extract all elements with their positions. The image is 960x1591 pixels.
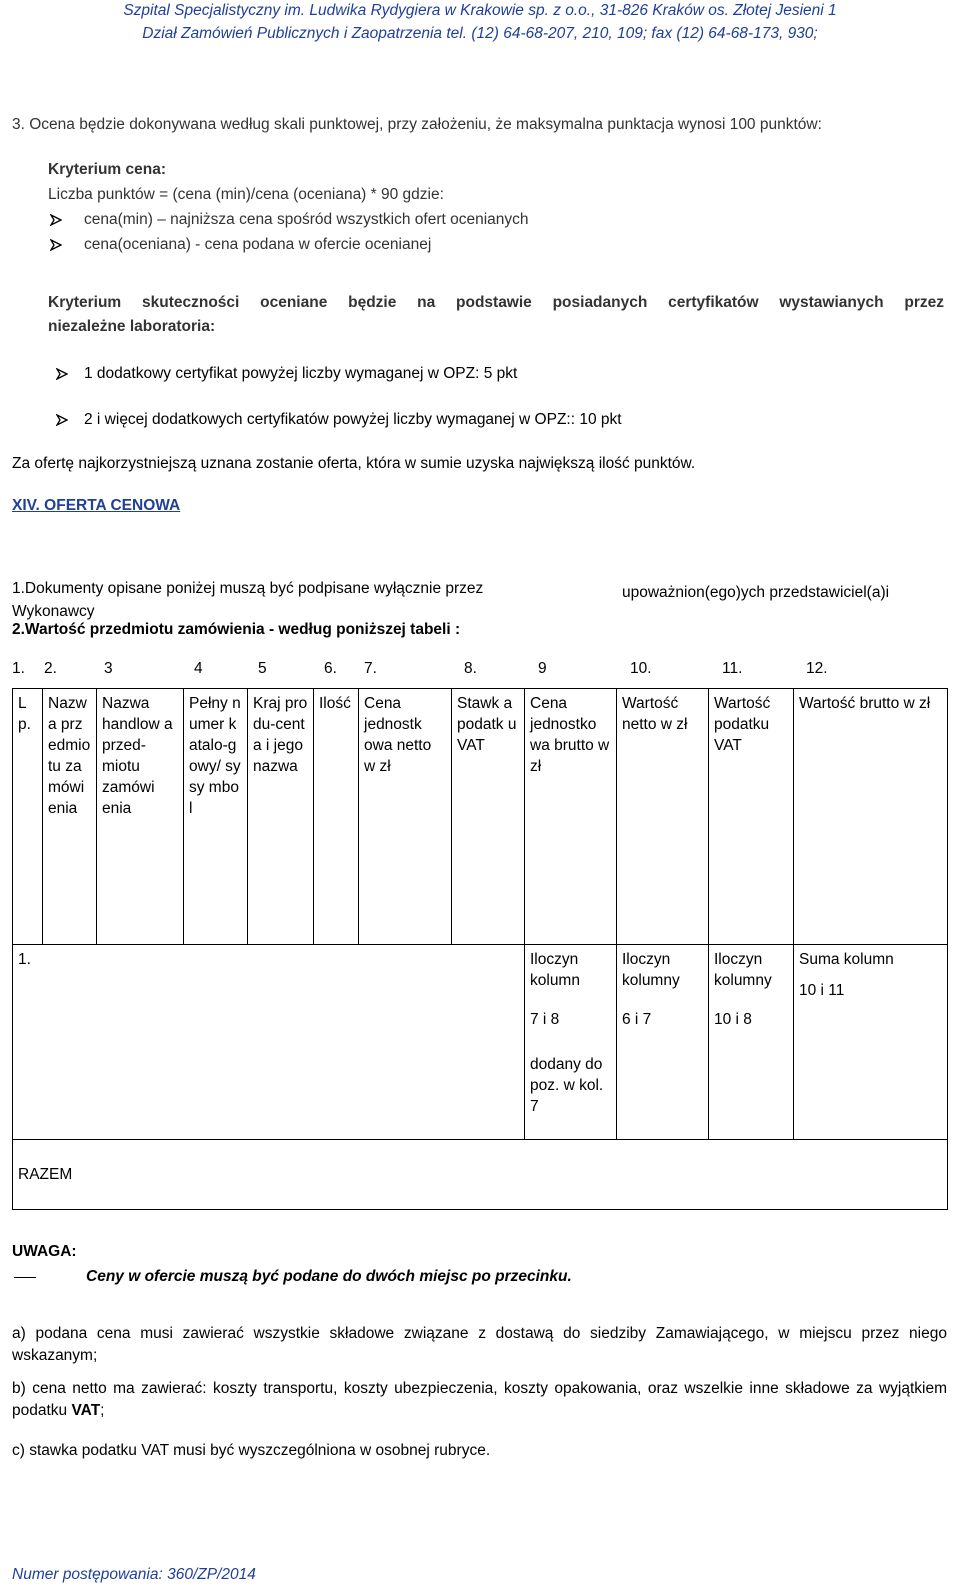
notes-decimal-places: Ceny w ofercie muszą być podane do dwóch miejsc po przecinku. xyxy=(86,1268,572,1285)
row-col9-a: Iloczyn kolumn xyxy=(530,951,580,989)
table-row xyxy=(13,945,948,1140)
row-col10-a: Iloczyn kolumny xyxy=(622,951,680,989)
efficiency-bullet-1: 1 dodatkowy certyfikat powyżej liczby wymaganej w OPZ: 5 pkt xyxy=(84,365,518,382)
header-cell-item-name: Nazwa przedmiotu zamówienia xyxy=(43,689,97,945)
column-number: 10. xyxy=(630,660,652,677)
row-col11-a: Iloczyn kolumny xyxy=(714,951,772,989)
header-cell-lp: Lp. xyxy=(13,689,43,945)
efficiency-bullet-2: 2 i więcej dodatkowych certyfikatów powyżej liczby wymaganej w OPZ:: 10 pkt xyxy=(84,411,622,428)
row-lp-cell xyxy=(13,945,359,1140)
point2-title: 2.Wartość przedmiotu zamówienia - według poniższej tabeli : xyxy=(12,621,461,638)
total-label: RAZEM xyxy=(18,1166,73,1183)
header-cell-gross-value: Wartość brutto w zł xyxy=(794,689,948,945)
notes-title: UWAGA: xyxy=(12,1243,77,1260)
row-empty-cell xyxy=(452,945,525,1140)
dash-icon xyxy=(14,1277,36,1278)
header-cell-vat-rate: Stawk a podatk u VAT xyxy=(452,689,525,945)
note-b-end: ; xyxy=(100,1402,105,1419)
header-cell-unit-gross-price: Cena jednostko wa brutto w zł xyxy=(525,689,617,945)
price-bullet-1: cena(min) – najniższa cena spośród wszystkich ofert ocenianych xyxy=(84,211,529,228)
price-table xyxy=(12,688,948,1210)
row-col9-cell xyxy=(525,945,617,1140)
header-cell-vat-value: Wartość podatku VAT xyxy=(709,689,794,945)
point1-line2: Wykonawcy xyxy=(12,603,95,620)
efficiency-criterion-title-line1: Kryterium skuteczności oceniane będzie na podstawie posiadanych certyfikatów wystawianych przez xyxy=(48,294,944,311)
row-col12-b: 10 i 11 xyxy=(799,982,845,999)
column-number: 1. xyxy=(12,660,25,677)
column-number: 5 xyxy=(258,660,267,677)
row-empty-cell xyxy=(359,945,452,1140)
note-b xyxy=(12,1378,947,1422)
header-cell-trade-name: Nazwa handlow a przed-miotu zamówi enia xyxy=(97,689,184,945)
row-col12-a: Suma kolumn xyxy=(799,951,894,968)
price-bullet-2: cena(oceniana) - cena podana w ofercie ocenianej xyxy=(84,236,432,253)
column-number: 2. xyxy=(44,660,57,677)
row-col11-b: 10 i 8 xyxy=(714,1011,752,1028)
header-line-1: Szpital Specjalistyczny im. Ludwika Rydygiera w Krakowie sp. z o.o., 31-826 Kraków os. Złotej Jesieni 1 xyxy=(123,2,837,19)
bullet-arrow-icon xyxy=(56,368,68,380)
bullet-arrow-icon xyxy=(50,214,62,226)
row-lp: 1. xyxy=(18,951,31,968)
column-number: 11. xyxy=(722,660,743,677)
point1-line1: 1.Dokumenty opisane poniżej muszą być podpisane wyłącznie przez xyxy=(12,580,484,597)
column-number: 3 xyxy=(104,660,113,677)
header-cell-quantity: Ilość xyxy=(314,689,359,945)
row-col9-c: dodany do poz. w kol. 7 xyxy=(530,1056,604,1115)
note-c: c) stawka podatku VAT musi być wyszczególniona w osobnej rubryce. xyxy=(12,1442,491,1459)
column-number: 9 xyxy=(538,660,547,677)
procedure-number: Numer postępowania: 360/ZP/2014 xyxy=(12,1566,256,1583)
header-line-2: Dział Zamówień Publicznych i Zaopatrzenia tel. (12) 64-68-207, 210, 109; fax (12) 64-68-173, 930; xyxy=(142,25,818,42)
row-col10-b: 6 i 7 xyxy=(622,1011,652,1028)
header-cell-country: Kraj produ-centa i jego nazwa xyxy=(248,689,314,945)
column-number: 8. xyxy=(464,660,477,677)
price-formula: Liczba punktów = (cena (min)/cena (oceniana) * 90 gdzie: xyxy=(48,186,444,203)
column-number: 6. xyxy=(324,660,337,677)
header-cell-catalog-number: Pełny numer katalo-gowy/ sysy mbol xyxy=(184,689,248,945)
efficiency-criterion-title-line2: niezależne laboratoria: xyxy=(48,318,216,335)
best-offer-note: Za ofertę najkorzystniejszą uznana zostanie oferta, która w sumie uzyska największą ilość punktów. xyxy=(12,455,696,472)
section-title-offer: XIV. OFERTA CENOWA xyxy=(12,497,181,514)
header-cell-unit-net-price: Cena jednostk owa netto w zł xyxy=(359,689,452,945)
point1-line1-right: upoważnion(ego)ych przedstawiciel(a)i xyxy=(622,584,890,601)
bullet-arrow-icon xyxy=(50,239,62,251)
column-number: 12. xyxy=(806,660,828,677)
section3-intro: 3. Ocena będzie dokonywana według skali punktowej, przy założeniu, że maksymalna punktacja wynosi 100 punktów: xyxy=(12,116,822,133)
column-number: 7. xyxy=(364,660,377,677)
price-criterion-title: Kryterium cena: xyxy=(48,161,167,178)
row-col11-cell xyxy=(709,945,794,1140)
total-cell xyxy=(13,1140,948,1210)
header-cell-net-value: Wartość netto w zł xyxy=(617,689,709,945)
table-header-row xyxy=(13,689,948,945)
note-b-text: b) cena netto ma zawierać: koszty transportu, koszty ubezpieczenia, koszty opakowania, oraz wszelkie inne składowe za wyjątkiem podatku xyxy=(12,1380,947,1419)
row-col9-b: 7 i 8 xyxy=(530,1011,560,1028)
note-a: a) podana cena musi zawierać wszystkie składowe związane z dostawą do siedziby Zamawiającego, w miejscu przez niego wskazanym; xyxy=(12,1325,947,1364)
table-total-row xyxy=(13,1140,948,1210)
row-col10-cell xyxy=(617,945,709,1140)
column-number: 4 xyxy=(194,660,203,677)
bullet-arrow-icon xyxy=(56,414,68,426)
note-b-vat: VAT xyxy=(71,1402,101,1419)
column-numbers-row xyxy=(12,660,947,684)
row-col12-cell xyxy=(794,945,948,1140)
